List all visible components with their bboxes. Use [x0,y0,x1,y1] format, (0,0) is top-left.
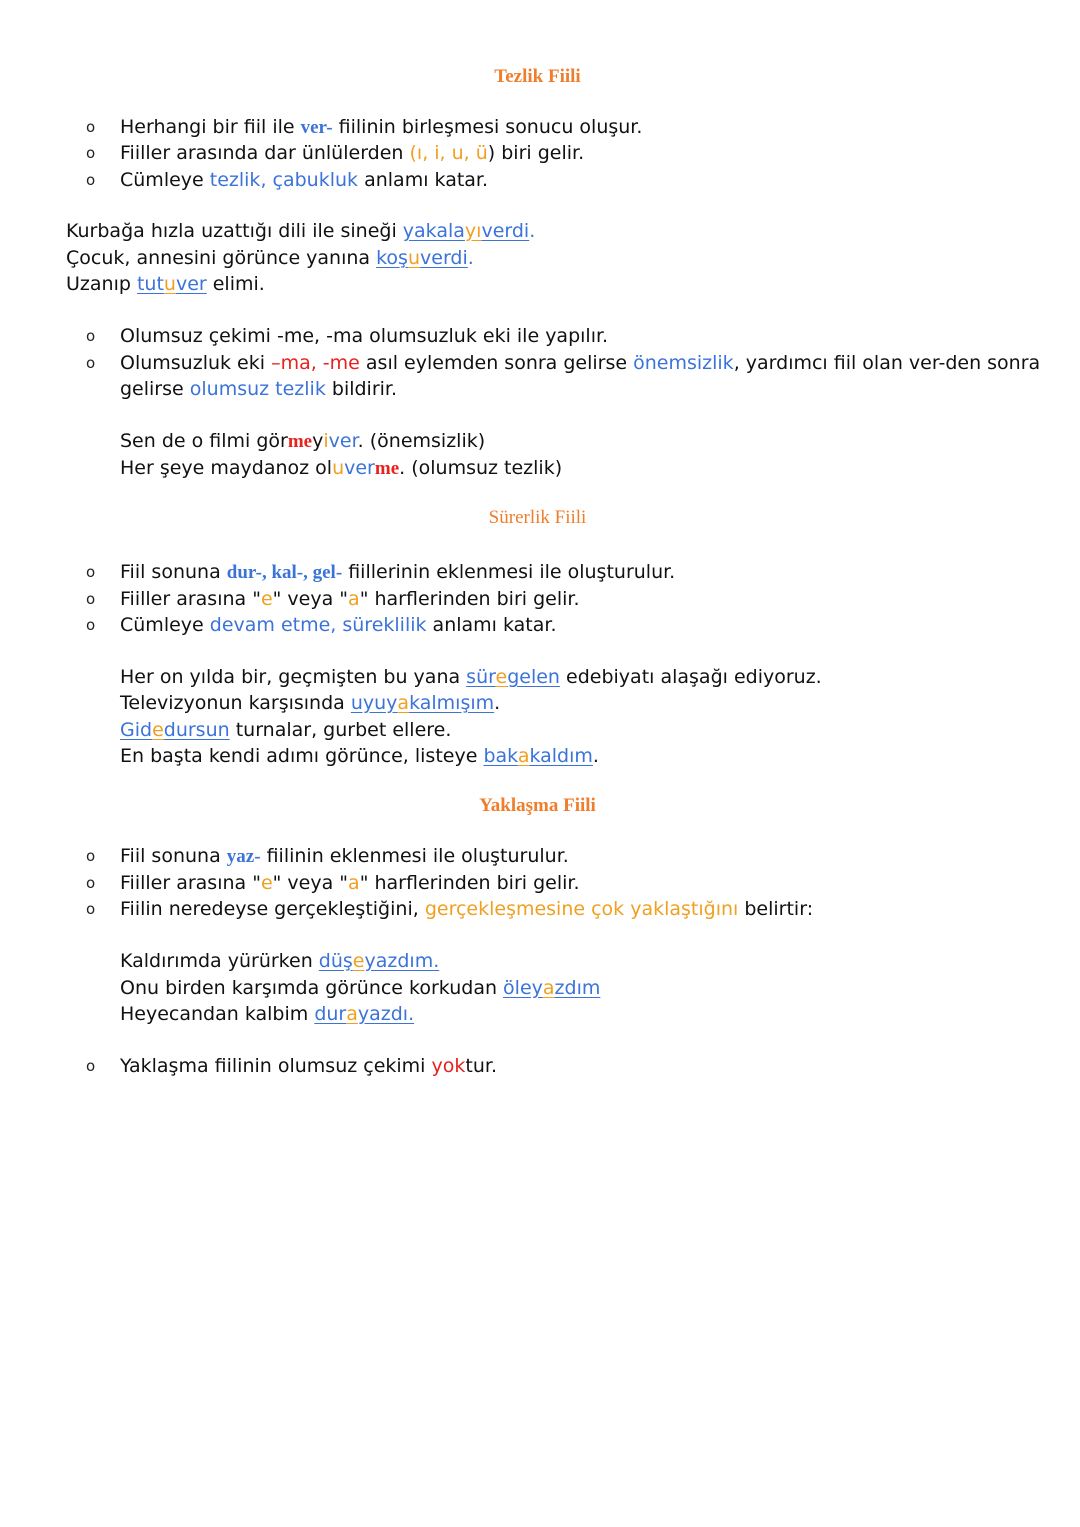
text-segment: elimi. [206,273,265,295]
text-segment: me [374,458,400,479]
text-segment: y [312,430,324,452]
text-segment: asıl eylemden sonra gelirse [359,352,634,374]
bullet-item [120,140,584,166]
example-sentence [120,1001,414,1027]
text-segment: fiillerinin eklenmesi ile oluşturulur. [342,561,676,583]
bullet-item [120,167,488,193]
bullet-marker: o [86,616,96,634]
text-segment: . (olumsuz tezlik) [399,457,563,479]
text-segment: edebiyatı alaşağı ediyoruz. [559,666,822,688]
bullet-item [120,559,675,586]
example-sentence [66,271,265,297]
text-segment: a [346,1003,358,1025]
example-sentence [66,245,474,271]
text-segment: ver [328,430,358,452]
text-segment: tezlik, çabukluk [209,169,359,191]
text-segment: koş [376,247,408,269]
bullet-item [120,586,579,612]
text-segment: Yaklaşma fiilinin olumsuz çekimi [120,1055,432,1077]
text-segment: düş [318,950,353,972]
text-segment: dursun [163,719,230,741]
text-segment: u [407,247,421,269]
text-segment: e [260,872,273,894]
text-segment: anlamı katar. [358,169,489,191]
text-segment: . [592,745,599,767]
text-segment: u [163,273,176,295]
text-segment: fiilinin birleşmesi sonucu oluşur. [332,116,643,138]
bullet-marker: o [86,327,96,345]
example-sentence [120,948,439,974]
example-sentence [120,428,485,455]
text-segment: . [467,247,474,269]
text-segment: yazdı. [357,1003,415,1025]
text-segment: gelirse [120,378,190,400]
section-title-yaklasma: Yaklaşma Fiili [479,795,596,816]
text-segment: Onu birden karşımda görünce korkudan [120,977,504,999]
text-segment: yok [431,1055,466,1077]
text-segment: Cümleye [120,169,210,191]
text-segment: Çocuk, annesini görünce yanına [66,247,377,269]
text-segment: zdım [554,977,601,999]
text-segment: gelen [507,666,560,688]
text-segment: kalmışım [409,692,495,714]
text-segment: Fiil sonuna [120,845,227,867]
text-segment: yakala [402,220,465,242]
bullet-item [120,1053,497,1079]
text-segment: Uzanıp [66,273,137,295]
text-segment: e [352,950,365,972]
text-segment: " harflerinden biri gelir. [359,872,580,894]
text-segment: Sen de o filmi gör [120,430,288,452]
bullet-marker: o [86,590,96,608]
text-segment: tut [136,273,164,295]
text-segment: –ma, -me [271,352,360,374]
text-segment: me [287,431,313,452]
text-segment: " harflerinden biri gelir. [359,588,580,610]
text-segment: turnalar, gurbet ellere. [229,719,452,741]
text-segment: sür [466,666,496,688]
text-segment: Kurbağa hızla uzattığı dili ile sineği [66,220,403,242]
text-segment: e [495,666,508,688]
text-segment: fiilinin eklenmesi ile oluşturulur. [260,845,569,867]
text-segment: Gid [120,719,153,741]
text-segment: u [332,457,345,479]
example-sentence [120,455,562,482]
text-segment: En başta kendi adımı görünce, listeye [120,745,484,767]
example-sentence [120,975,600,1001]
bullet-marker: o [86,1057,96,1075]
text-segment: Kaldırımda yürürken [120,950,319,972]
bullet-marker: o [86,144,96,162]
bullet-item [120,114,642,141]
bullet-marker: o [86,847,96,865]
text-segment: a [348,588,360,610]
text-segment: a [542,977,555,999]
bullet-marker: o [86,354,96,372]
bullet-marker: o [86,874,96,892]
text-segment: " veya " [272,872,349,894]
bullet-item-continuation [120,376,397,402]
text-segment: belirtir: [738,898,814,920]
bullet-marker: o [86,171,96,189]
bullet-item [120,350,1040,376]
text-segment: önemsizlik [633,352,734,374]
text-segment: yazdım. [364,950,440,972]
text-segment: . [529,220,536,242]
text-segment: Olumsuz çekimi -me, -ma olumsuzluk eki ile yapılır. [120,325,609,347]
text-segment: Fiiller arasına " [120,872,261,894]
text-segment: " veya " [272,588,349,610]
example-sentence [120,743,599,769]
text-segment: dur-, kal-, gel- [226,562,343,583]
text-segment: yaz- [226,846,261,867]
text-segment: Her şeye maydanoz ol [120,457,333,479]
bullet-item [120,612,557,638]
text-segment: olumsuz tezlik [189,378,326,400]
text-segment: a [517,745,530,767]
text-segment: öley [503,977,543,999]
bullet-marker: o [86,900,96,918]
bullet-item [120,870,579,896]
section-title-surerlik: Sürerlik Fiili [488,507,587,528]
text-segment: tur. [465,1055,497,1077]
text-segment: a [397,692,410,714]
text-segment: ) biri gelir. [487,142,585,164]
text-segment: uyuy [350,692,398,714]
section-title-tezlik: Tezlik Fiili [494,66,581,87]
text-segment: verdi [420,247,468,269]
text-segment: verdi [481,220,530,242]
text-segment: bildirir. [325,378,398,400]
text-segment: ver [175,273,207,295]
text-segment: ver [344,457,375,479]
text-segment: gerçekleşmesine çok yaklaştığını [424,898,739,920]
text-segment: a [348,872,360,894]
text-segment: (ı, i, u, ü [409,142,488,164]
bullet-item [120,843,569,870]
text-segment: Heyecandan kalbim [120,1003,315,1025]
text-segment: . [494,692,501,714]
text-segment: Olumsuzluk eki [120,352,272,374]
text-segment: i [323,430,329,452]
text-segment: Cümleye [120,614,210,636]
text-segment: . (önemsizlik) [357,430,486,452]
text-segment: dur [314,1003,347,1025]
text-segment: Fiil sonuna [120,561,227,583]
example-sentence [120,717,451,743]
text-segment: Fiiller arasına " [120,588,261,610]
bullet-marker: o [86,563,96,581]
text-segment: yı [464,220,482,242]
bullet-marker: o [86,118,96,136]
example-sentence [66,218,535,244]
example-sentence [120,690,500,716]
text-segment: e [260,588,273,610]
bullet-item [120,896,813,922]
text-segment: Herhangi bir fiil ile [120,116,301,138]
text-segment: e [152,719,164,741]
text-segment: ver- [300,117,333,138]
text-segment: Fiiller arasında dar ünlülerden [120,142,410,164]
text-segment: Fiilin neredeyse gerçekleştiğini, [120,898,425,920]
text-segment: anlamı katar. [426,614,557,636]
example-sentence [120,664,822,690]
text-segment: Her on yılda bir, geçmişten bu yana [120,666,467,688]
text-segment: devam etme, süreklilik [209,614,427,636]
text-segment: Televizyonun karşısında [120,692,351,714]
bullet-item [120,323,608,349]
text-segment: , yardımcı fiil olan ver-den sonra [733,352,1041,374]
text-segment: kaldım [529,745,593,767]
text-segment: bak [483,745,518,767]
